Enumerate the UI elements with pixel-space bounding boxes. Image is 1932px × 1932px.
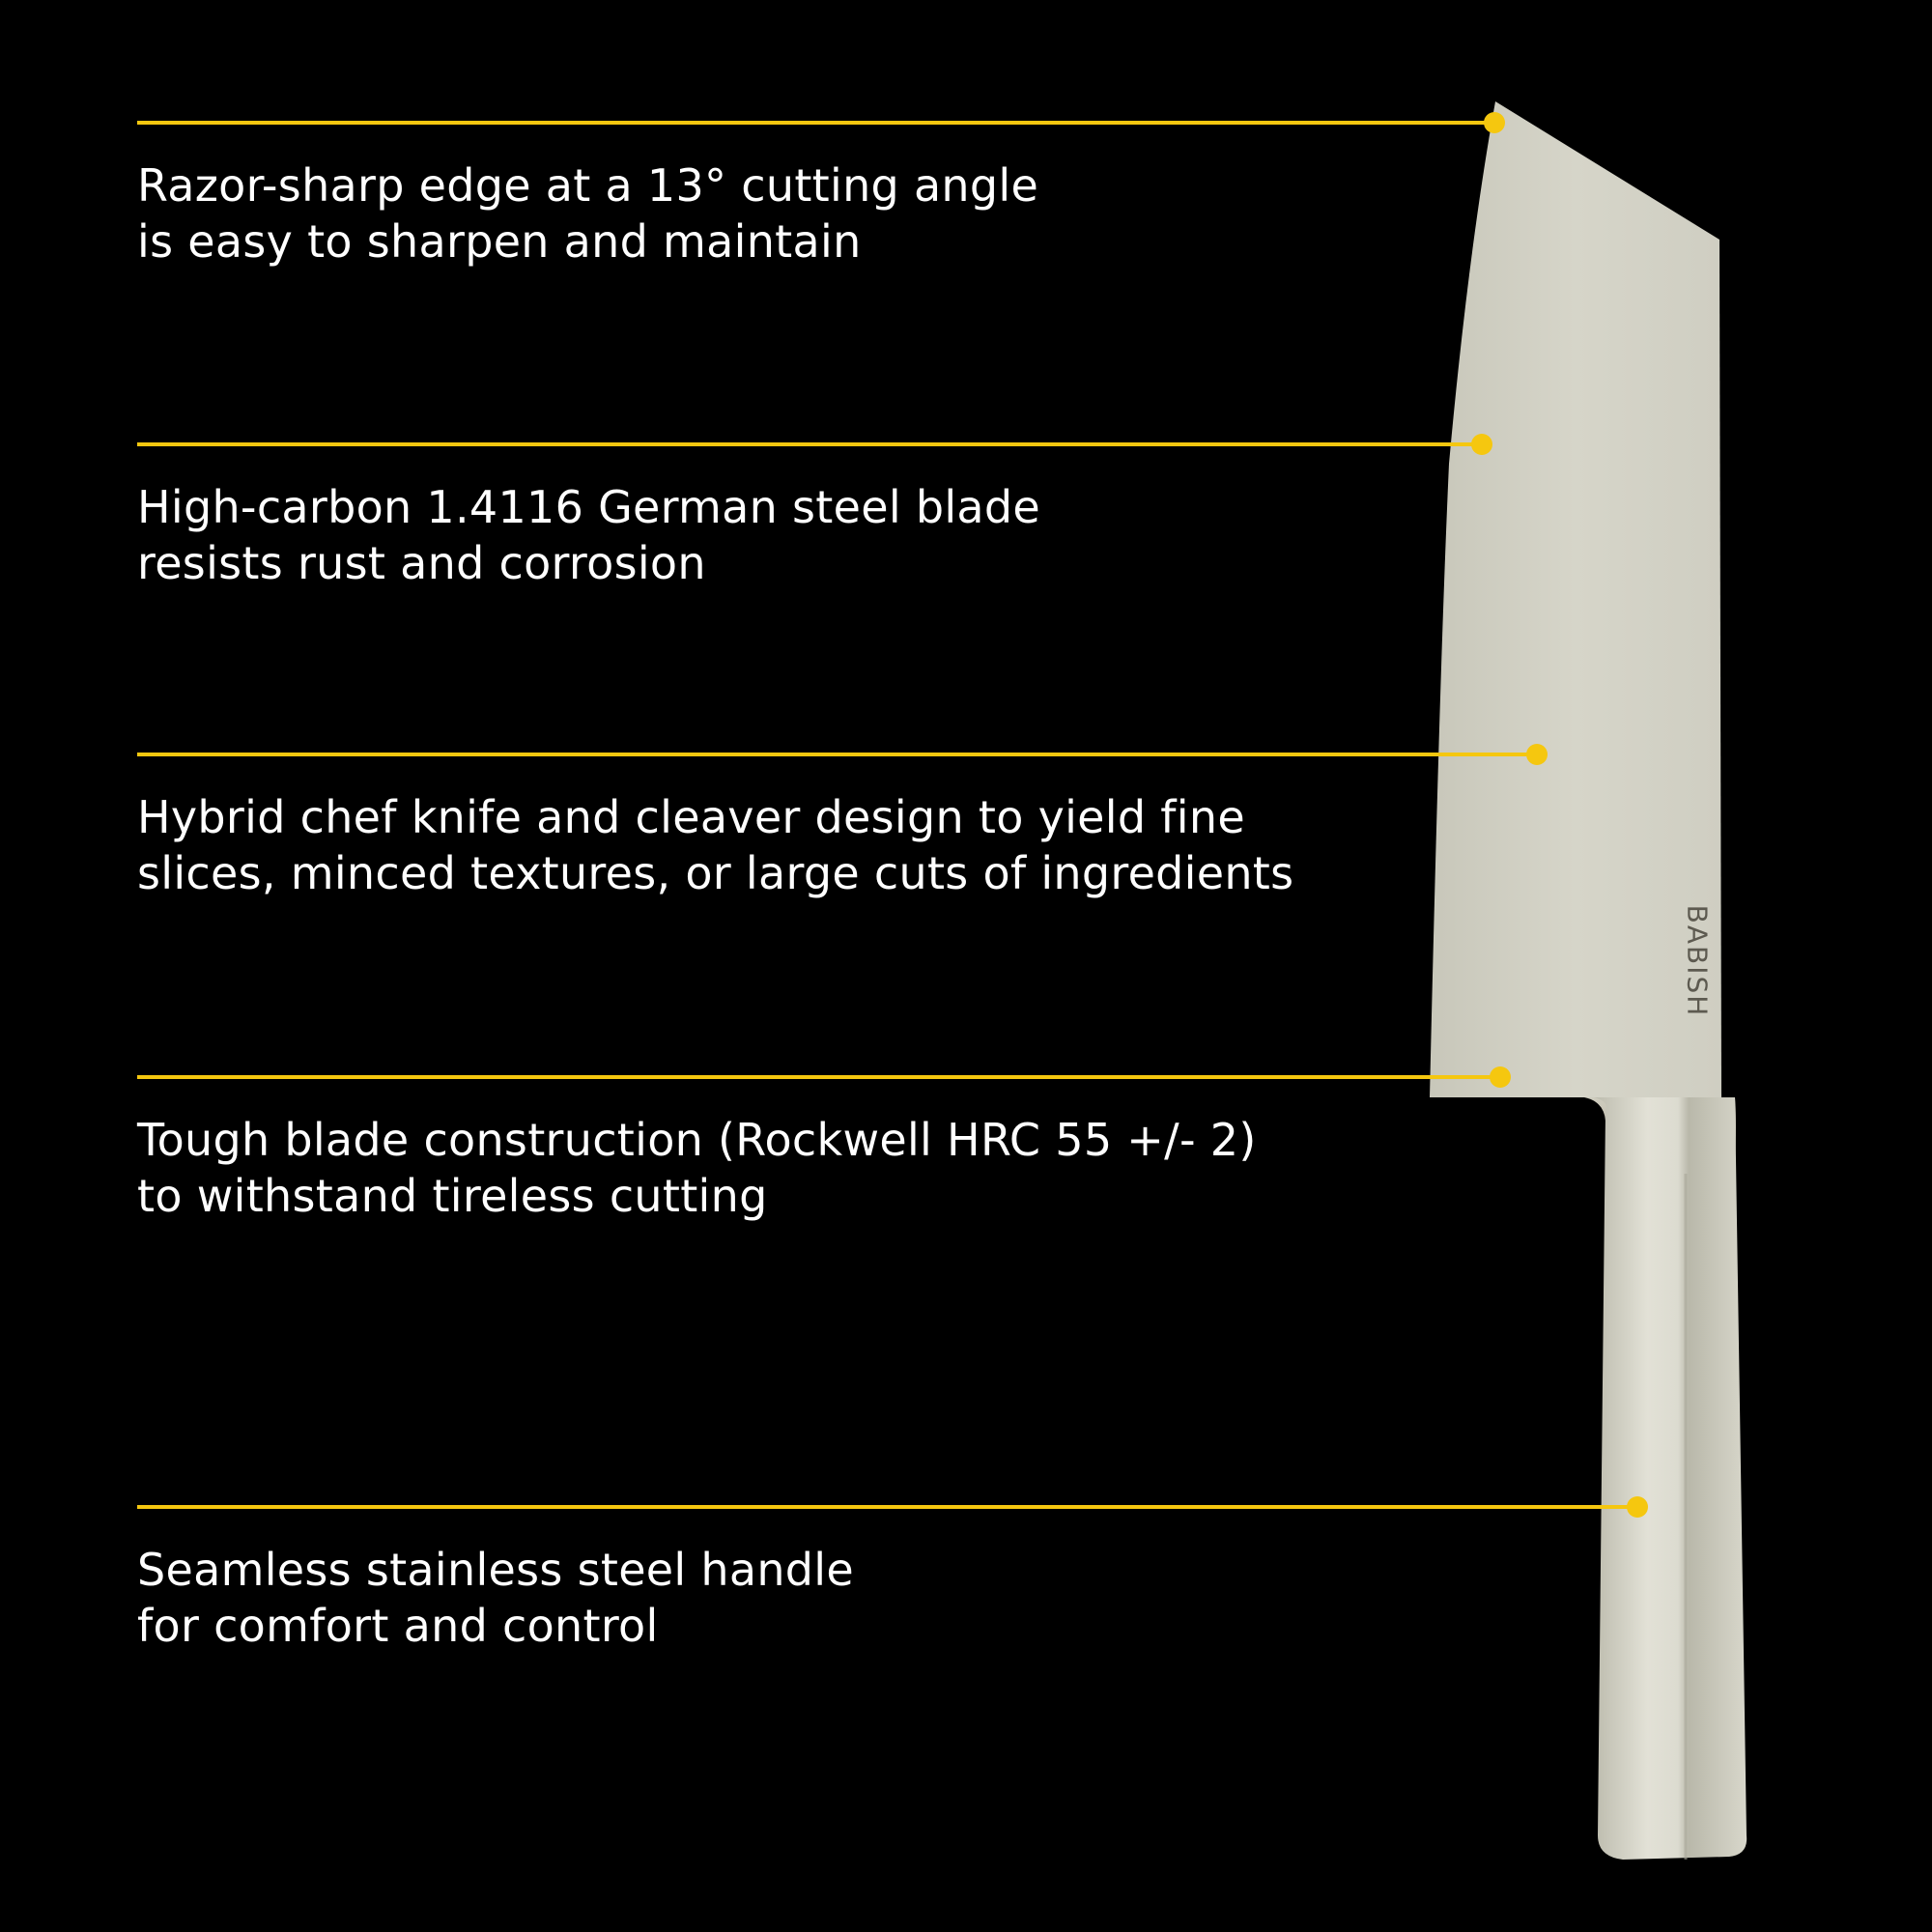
feature-handle xyxy=(137,1542,1296,1654)
callout-line-4 xyxy=(137,1075,1500,1079)
feature-line: Tough blade construction (Rockwell HRC 55 +/- 2) xyxy=(137,1114,1257,1166)
feature-line: to withstand tireless cutting xyxy=(137,1170,768,1222)
feature-steel xyxy=(137,479,1296,591)
callout-line-5 xyxy=(137,1505,1637,1509)
callout-dot-2 xyxy=(1471,434,1492,455)
knife-handle xyxy=(1594,1097,1747,1860)
feature-line: Seamless stainless steel handle xyxy=(137,1544,854,1596)
feature-line: High-carbon 1.4116 German steel blade xyxy=(137,481,1041,533)
feature-line: is easy to sharpen and maintain xyxy=(137,215,862,268)
feature-construction xyxy=(137,1112,1296,1224)
callout-line-1 xyxy=(137,121,1494,125)
blade xyxy=(1430,101,1721,1097)
callout-dot-4 xyxy=(1490,1066,1511,1088)
feature-edge-angle xyxy=(137,157,1296,270)
callout-line-2 xyxy=(137,442,1482,446)
feature-line: Razor-sharp edge at a 13° cutting angle xyxy=(137,159,1039,212)
feature-line: resists rust and corrosion xyxy=(137,537,706,589)
feature-line: Hybrid chef knife and cleaver design to yield fine xyxy=(137,791,1245,843)
callout-dot-1 xyxy=(1484,112,1505,133)
feature-design xyxy=(137,789,1296,901)
feature-line: slices, minced textures, or large cuts of ingredients xyxy=(137,847,1294,899)
feature-line: for comfort and control xyxy=(137,1600,659,1652)
callout-line-3 xyxy=(137,753,1537,756)
callout-dot-5 xyxy=(1627,1496,1648,1518)
callout-dot-3 xyxy=(1526,744,1548,765)
brand-engraving: BABISH xyxy=(1681,904,1714,1018)
